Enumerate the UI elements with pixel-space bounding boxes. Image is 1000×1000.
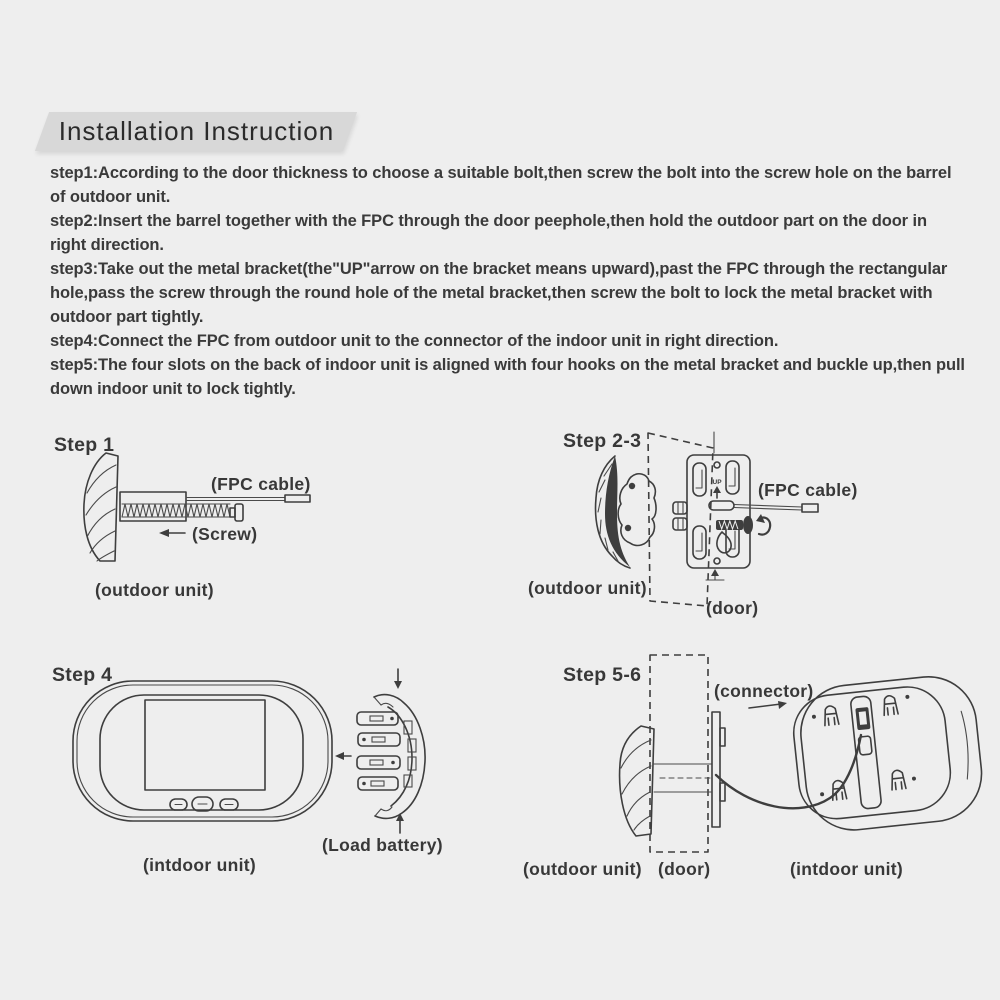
step4-indoor-unit-label: (intdoor unit): [143, 855, 257, 875]
insert-arrow-icons: [335, 669, 404, 833]
bracket-edge-drawing: [712, 712, 725, 827]
door-outline: [648, 433, 713, 606]
step5-6-door-label: (door): [658, 859, 711, 879]
title-banner: [35, 112, 357, 151]
batteries-drawing: [357, 712, 400, 790]
step1-outdoor-unit-label: (outdoor unit): [95, 580, 214, 600]
fpc-cable-drawing: [734, 504, 818, 512]
step1-screw-label: (Screw): [192, 524, 258, 544]
barrel-and-screw-drawing: [120, 492, 243, 521]
step4-title: Step 4: [52, 664, 113, 686]
step5-6-diagram: [515, 640, 990, 890]
indoor-unit-back-drawing: [789, 672, 986, 835]
metal-bracket-drawing: [687, 432, 750, 568]
instruction-step-2: step2:Insert the barrel together with the FPC through the door peephole,then hold the outdoor part on the door in right direction.: [50, 212, 927, 254]
instruction-step-5: step5:The four slots on the back of indoor unit is aligned with four hooks on the metal bracket and buckle up,then pull down indoor unit to lock tightly.: [50, 356, 965, 398]
step5-6-indoor-unit-label: (intdoor unit): [790, 859, 904, 879]
step1-diagram: [40, 425, 350, 610]
step5-6-connector-label: (connector): [714, 681, 814, 701]
screw-arrow-icon: [159, 529, 185, 537]
screw-and-bolt-drawing: [716, 514, 770, 553]
instruction-step-4: step4:Connect the FPC from outdoor unit to the connector of the indoor unit in right direction.: [50, 332, 779, 350]
step5-6-title: Step 5-6: [563, 664, 642, 686]
fpc-cable-drawing: [186, 495, 310, 502]
outdoor-unit-back-drawing: [596, 456, 657, 568]
screen: [145, 700, 265, 790]
barrel-through-door-drawing: [654, 764, 712, 792]
step2-3-outdoor-unit-label: (outdoor unit): [528, 578, 647, 598]
door-outline: [650, 655, 708, 852]
round-hole-keyhole: [717, 532, 731, 553]
step2-3-fpc-cable-label: (FPC cable): [758, 480, 858, 500]
connector-arrow-icon: [749, 701, 787, 709]
outdoor-unit-drawing: [84, 453, 118, 561]
up-arrow-icon: [713, 486, 721, 498]
step2-3-diagram: [520, 420, 870, 630]
step4-diagram: [40, 655, 460, 890]
instruction-step-3: step3:Take out the metal bracket(the"UP"arrow on the bracket means upward),past the FPC through the rectangular hole,pass the screw through the round hole of the metal bracket,then screw the bolt to lock the metal bracket with outdoor part tightly.: [50, 260, 948, 326]
step2-3-door-label: (door): [706, 598, 759, 618]
fpc-cable-drawing: [716, 735, 861, 808]
barrel-stub-drawing: [673, 502, 687, 530]
step2-3-title: Step 2-3: [563, 430, 642, 452]
step5-6-outdoor-unit-label: (outdoor unit): [523, 859, 642, 879]
indoor-unit-front-drawing: [73, 681, 332, 821]
outdoor-unit-drawing: [620, 726, 654, 836]
front-buttons: [170, 797, 238, 811]
instruction-step-1: step1:According to the door thickness to choose a suitable bolt,then screw the bolt into the screw hole on the barrel of outdoor unit.: [50, 164, 952, 206]
rotate-arrow-icon: [756, 514, 770, 535]
instruction-steps: [50, 161, 966, 401]
step4-load-battery-label: (Load battery): [322, 835, 443, 855]
step1-title: Step 1: [54, 434, 115, 456]
fpc-rectangular-hole: [709, 501, 734, 510]
step1-fpc-cable-label: (FPC cable): [211, 474, 311, 494]
page-title: Installation Instruction: [58, 116, 335, 146]
bracket-up-label: UP: [712, 479, 722, 486]
